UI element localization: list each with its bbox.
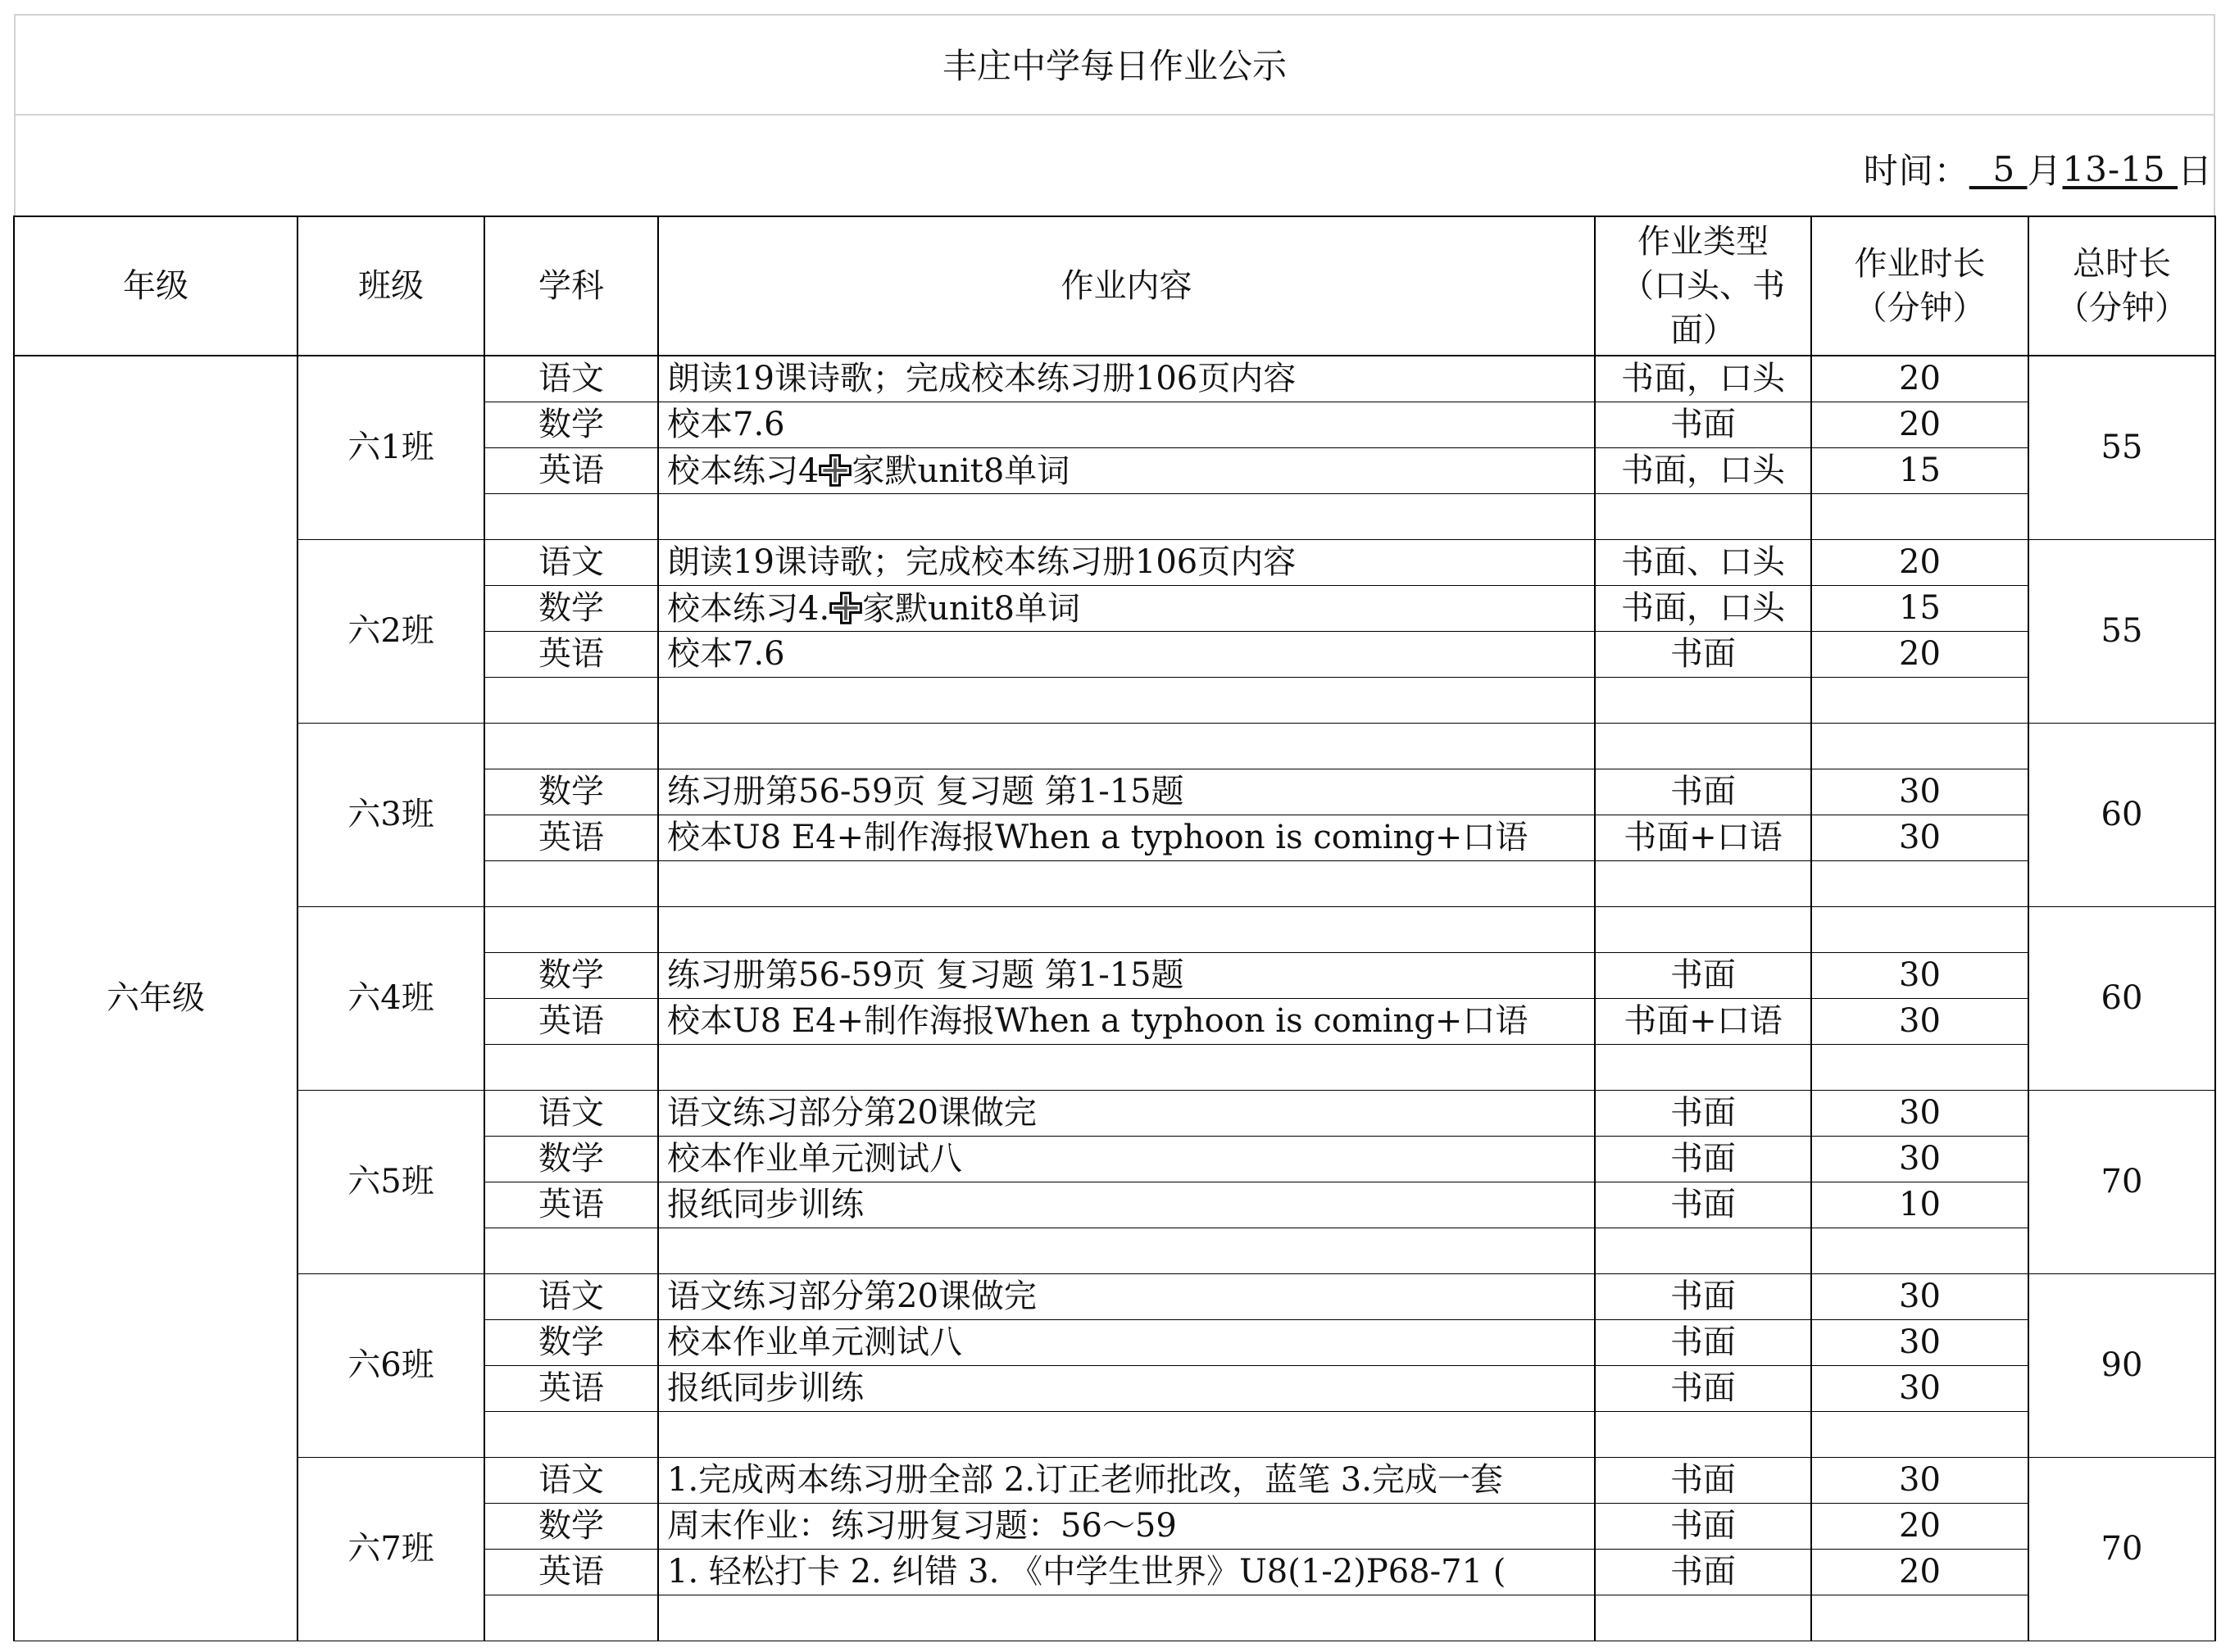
content-part-a: 校本练习4 [667,452,820,490]
type-cell[interactable] [1595,1044,1811,1090]
subject-cell[interactable]: 英语 [484,447,658,493]
type-cell[interactable]: 书面，口头 [1595,447,1811,493]
header-type[interactable] [1595,216,1811,356]
minutes-cell[interactable]: 30 [1811,1136,2028,1182]
type-cell[interactable]: 书面 [1595,631,1811,677]
subject-cell[interactable]: 语文 [484,539,658,585]
table-row [14,723,2215,769]
subject-cell[interactable]: 英语 [484,1549,658,1595]
type-cell[interactable]: 书面+口语 [1595,998,1811,1044]
header-content[interactable]: 作业内容 [658,216,1595,356]
type-cell[interactable] [1595,723,1811,769]
table-row [14,356,2215,402]
cell-select-cursor-icon [828,590,864,626]
class-cell[interactable]: 六5班 [297,1090,484,1273]
total-cell[interactable]: 70 [2028,1090,2215,1273]
subject-cell[interactable] [484,493,658,539]
date-label: 时间： [1863,151,1969,191]
table-row [14,1457,2215,1503]
header-total-line1: 总时长 [2073,245,2171,283]
subject-cell[interactable]: 数学 [484,402,658,447]
type-cell[interactable]: 书面 [1595,952,1811,998]
content-cell[interactable] [658,723,1595,769]
subject-cell[interactable]: 数学 [484,585,658,631]
type-cell[interactable]: 书面 [1595,1503,1811,1549]
subject-cell[interactable]: 英语 [484,1365,658,1411]
type-cell[interactable]: 书面 [1595,1549,1811,1595]
table-row [14,1273,2215,1319]
content-cell[interactable] [658,906,1595,952]
minutes-cell[interactable]: 10 [1811,1182,2028,1228]
minutes-cell[interactable]: 30 [1811,1457,2028,1503]
class-cell[interactable]: 六6班 [297,1273,484,1457]
content-cell[interactable]: 周末作业：练习册复习题：56～59 [658,1503,1595,1549]
class-cell[interactable]: 六4班 [297,906,484,1090]
content-cell[interactable] [658,1411,1595,1457]
grade-cell[interactable]: 六年级 [14,356,297,1641]
content-cell[interactable] [658,1595,1595,1641]
subject-cell[interactable]: 英语 [484,631,658,677]
class-cell[interactable]: 六3班 [297,723,484,906]
date-month-value: 5 [1969,148,2028,189]
minutes-cell[interactable]: 30 [1811,1090,2028,1136]
content-cell[interactable]: 校本作业单元测试八 [658,1136,1595,1182]
subject-cell[interactable] [484,1228,658,1273]
minutes-cell[interactable] [1811,906,2028,952]
subject-cell[interactable] [484,677,658,723]
subject-cell[interactable] [484,1411,658,1457]
content-cell[interactable] [658,677,1595,723]
content-part-b: 家默unit8单词 [852,452,1070,490]
type-cell[interactable]: 书面，口头 [1595,585,1811,631]
content-cell[interactable]: 语文练习部分第20课做完 [658,1273,1595,1319]
content-part-a: 校本练习4. [667,590,830,628]
content-cell[interactable]: 报纸同步训练 [658,1365,1595,1411]
header-type-line1: 作业类型 [1637,223,1769,261]
content-cell[interactable]: 朗读19课诗歌；完成校本练习册106页内容 [658,539,1595,585]
content-cell[interactable]: 1. 轻松打卡 2. 纠错 3. 《中学生世界》U8(1-2)P68-71 ( [658,1549,1595,1595]
header-subject[interactable]: 学科 [484,216,658,356]
minutes-cell[interactable] [1811,1411,2028,1457]
type-cell[interactable] [1595,1595,1811,1641]
cell-select-cursor-icon [817,452,853,488]
sheet-title[interactable]: 丰庄中学每日作业公示 [942,46,1287,86]
subject-cell[interactable]: 数学 [484,1319,658,1365]
minutes-cell[interactable]: 15 [1811,447,2028,493]
type-cell[interactable]: 书面 [1595,1319,1811,1365]
type-cell[interactable]: 书面 [1595,769,1811,815]
minutes-cell[interactable]: 15 [1811,585,2028,631]
table-row [14,1090,2215,1136]
minutes-cell[interactable] [1811,723,2028,769]
table-row [14,906,2215,952]
content-cell[interactable]: 朗读19课诗歌；完成校本练习册106页内容 [658,356,1595,402]
total-cell[interactable]: 70 [2028,1457,2215,1641]
content-cell[interactable]: 校本作业单元测试八 [658,1319,1595,1365]
minutes-cell[interactable]: 30 [1811,769,2028,815]
minutes-cell[interactable] [1811,1595,2028,1641]
minutes-cell[interactable]: 20 [1811,539,2028,585]
content-cell[interactable]: 报纸同步训练 [658,1182,1595,1228]
total-cell[interactable]: 55 [2028,539,2215,723]
minutes-cell[interactable]: 20 [1811,1503,2028,1549]
minutes-cell[interactable]: 20 [1811,402,2028,447]
content-cell[interactable]: 语文练习部分第20课做完 [658,1090,1595,1136]
header-row [14,216,2215,356]
class-cell[interactable]: 六1班 [297,356,484,539]
minutes-cell[interactable] [1811,1044,2028,1090]
content-cell[interactable] [658,447,1595,493]
minutes-cell[interactable]: 30 [1811,1365,2028,1411]
header-class[interactable]: 班级 [297,216,484,356]
content-cell[interactable] [658,1228,1595,1273]
date-days-value: 13-15 [2062,148,2178,189]
type-cell[interactable]: 书面 [1595,1090,1811,1136]
minutes-cell[interactable]: 30 [1811,815,2028,860]
type-cell[interactable]: 书面+口语 [1595,815,1811,860]
content-cell[interactable]: 校本7.6 [658,631,1595,677]
minutes-cell[interactable]: 30 [1811,1319,2028,1365]
header-duration[interactable] [1811,216,2028,356]
subject-cell[interactable]: 英语 [484,815,658,860]
class-cell[interactable]: 六2班 [297,539,484,723]
subject-cell[interactable]: 英语 [484,998,658,1044]
header-grade[interactable]: 年级 [14,216,297,356]
minutes-cell[interactable] [1811,493,2028,539]
subject-cell[interactable]: 语文 [484,356,658,402]
subject-cell[interactable] [484,906,658,952]
content-cell[interactable] [658,493,1595,539]
total-cell[interactable]: 90 [2028,1273,2215,1457]
table-row [14,539,2215,585]
content-cell[interactable]: 练习册第56-59页 复习题 第1-15题 [658,952,1595,998]
type-cell[interactable]: 书面 [1595,402,1811,447]
header-duration-line2: （分钟） [1854,289,1986,327]
subject-cell[interactable] [484,1595,658,1641]
subject-cell[interactable] [484,1044,658,1090]
type-cell[interactable] [1595,1228,1811,1273]
subject-cell[interactable]: 语文 [484,1090,658,1136]
type-cell[interactable]: 书面 [1595,1365,1811,1411]
type-cell[interactable]: 书面、口头 [1595,539,1811,585]
subject-cell[interactable]: 数学 [484,952,658,998]
subject-cell[interactable]: 语文 [484,1273,658,1319]
content-cell[interactable] [658,860,1595,906]
subject-cell[interactable]: 英语 [484,1182,658,1228]
minutes-cell[interactable]: 30 [1811,1273,2028,1319]
subject-cell[interactable]: 数学 [484,1136,658,1182]
minutes-cell[interactable] [1811,1228,2028,1273]
type-cell[interactable] [1595,906,1811,952]
content-cell[interactable]: 校本U8 E4+制作海报When a typhoon is coming+口语 [658,815,1595,860]
content-cell[interactable] [658,1044,1595,1090]
minutes-cell[interactable]: 20 [1811,1549,2028,1595]
header-total[interactable] [2028,216,2215,356]
type-cell[interactable] [1595,677,1811,723]
date-cell[interactable] [1864,123,2213,215]
content-cell[interactable]: 练习册第56-59页 复习题 第1-15题 [658,769,1595,815]
minutes-cell[interactable]: 20 [1811,356,2028,402]
minutes-cell[interactable]: 30 [1811,998,2028,1044]
subject-cell[interactable]: 语文 [484,1457,658,1503]
type-cell[interactable]: 书面 [1595,1136,1811,1182]
minutes-cell[interactable]: 20 [1811,631,2028,677]
type-cell[interactable]: 书面 [1595,1273,1811,1319]
date-day-unit: 日 [2177,151,2213,191]
type-cell[interactable]: 书面 [1595,1457,1811,1503]
content-cell[interactable] [658,585,1595,631]
header-total-line2: （分钟） [2056,289,2187,327]
subject-cell[interactable]: 数学 [484,1503,658,1549]
minutes-cell[interactable] [1811,677,2028,723]
homework-body [14,356,2215,1641]
subject-cell[interactable]: 数学 [484,769,658,815]
minutes-cell[interactable]: 30 [1811,952,2028,998]
subject-cell[interactable] [484,723,658,769]
subject-cell[interactable] [484,860,658,906]
content-cell[interactable]: 校本U8 E4+制作海报When a typhoon is coming+口语 [658,998,1595,1044]
content-cell[interactable]: 1.完成两本练习册全部 2.订正老师批改，蓝笔 3.完成一套 [658,1457,1595,1503]
type-cell[interactable]: 书面，口头 [1595,356,1811,402]
type-cell[interactable] [1595,1411,1811,1457]
type-cell[interactable] [1595,860,1811,906]
type-cell[interactable]: 书面 [1595,1182,1811,1228]
content-cell[interactable]: 校本7.6 [658,402,1595,447]
total-cell[interactable]: 55 [2028,356,2215,539]
total-cell[interactable]: 60 [2028,906,2215,1090]
gridline-title-bottom [14,114,2215,116]
type-cell[interactable] [1595,493,1811,539]
content-part-b: 家默unit8单词 [862,590,1081,628]
header-type-line3: 面） [1670,311,1736,349]
header-duration-line1: 作业时长 [1854,245,1986,283]
header-type-line2: （口头、书 [1621,267,1785,305]
total-cell[interactable]: 60 [2028,723,2215,906]
minutes-cell[interactable] [1811,860,2028,906]
date-month-unit: 月 [2027,151,2063,191]
class-cell[interactable]: 六7班 [297,1457,484,1641]
homework-table [13,216,2216,1641]
